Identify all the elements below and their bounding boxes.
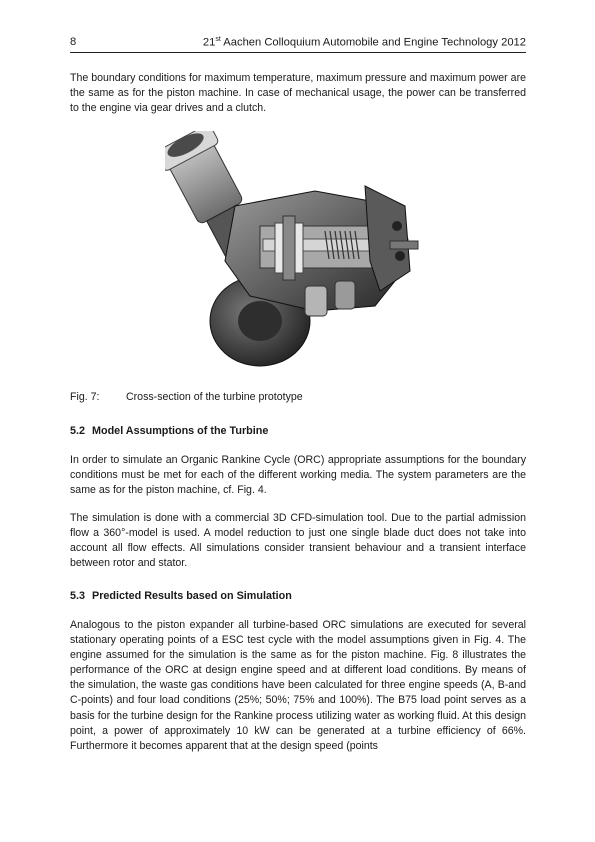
section-title: Model Assumptions of the Turbine — [92, 425, 269, 437]
section-number: 5.2 — [70, 425, 86, 437]
running-header — [70, 36, 526, 53]
section-heading-5-3 — [70, 590, 292, 602]
section-heading-5-2 — [70, 425, 268, 437]
section-title: Predicted Results based on Simulation — [92, 590, 292, 602]
figure-label: Fig. 7: — [70, 391, 100, 403]
title-rest: Aachen Colloquium Automobile and Engine Technology 2012 — [220, 36, 526, 49]
section-5-3-paragraph-1: Analogous to the piston expander all turbine-based ORC simulations are executed for several stationary operating points of a ESC test cycle with the model assumptions given in Fig. 4. The engine assumed for the simulation is the same as for the piston machine. Fig. 8 illustrates the performance of the ORC at design engine speed and at different load conditions. By means of the simulation, the waste gas conditions have been calculated for three engine speeds (A, B-and C-points) and four load conditions (25%; 50%; 75% and 100%). The B75 load point serves as a basis for the turbine design for the Rankine process utilizing water as working fluid. At this design point, a power of approximately 10 kW can be generated at a turbine efficiency of 66%. Furthermore it becomes apparent that at the design speed (points — [70, 619, 526, 752]
section-5-2-paragraph-2: The simulation is done with a commercial 3D CFD-simulation tool. Due to the partial admission flow a 360°-model is used. A model reduction to just one single blade duct does not take into account all flow effects. All simulations consider transient behaviour and a transient interface between rotor and stator. — [70, 512, 526, 570]
figure-caption-text: Cross-section of the turbine prototype — [126, 391, 303, 403]
intro-paragraph: The boundary conditions for maximum temperature, maximum pressure and maximum power are the same as for the piston machine. In case of mechanical usage, the power can be transferred to the engine via gear drives and a clutch. — [70, 72, 526, 115]
turbine-cross-section-figure — [165, 131, 420, 376]
conference-title — [203, 36, 526, 49]
figure-caption — [70, 391, 303, 403]
title-prefix: 21 — [202, 36, 216, 49]
page-number: 8 — [70, 36, 77, 48]
turbine-cross-section-image — [165, 131, 420, 376]
title-superscript: st — [215, 36, 221, 43]
section-number: 5.3 — [70, 590, 86, 602]
section-5-2-paragraph-1: In order to simulate an Organic Rankine Cycle (ORC) appropriate assumptions for the boundary conditions must be met for each of the different working media. The system parameters are the same as for the piston machine, cf. Fig. 4. — [70, 454, 526, 497]
